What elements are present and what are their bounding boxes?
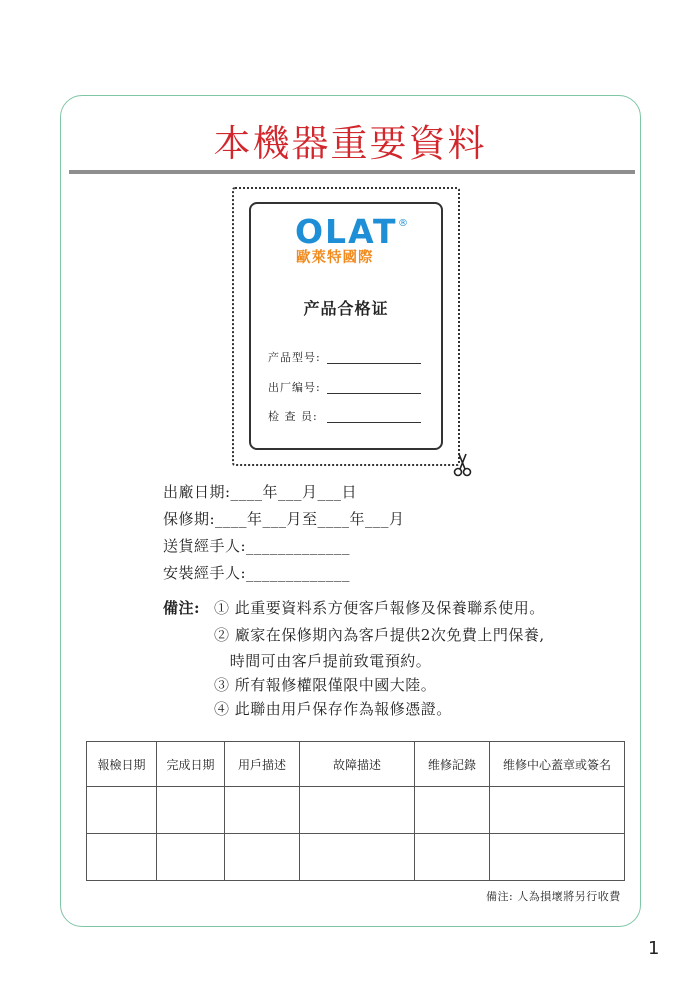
note-item: 時間可由客戶提前致電預約。 (214, 652, 432, 670)
note-item: ④ 此聯由用戶保存作為報修憑證。 (214, 700, 452, 718)
table-cell[interactable] (415, 834, 490, 881)
certificate-heading: 产品合格证 (303, 299, 389, 318)
registered-mark: ® (398, 218, 408, 229)
page-title: 本機器重要資料 (213, 122, 487, 165)
field-inspector: 检 查 员: (268, 410, 318, 423)
table-header-row (87, 742, 625, 787)
table-row (87, 834, 625, 881)
table-cell[interactable] (157, 834, 225, 881)
table-cell[interactable] (300, 787, 415, 834)
table-header-cell: 维修中心蓋章或簽名 (490, 742, 625, 787)
table-cell[interactable] (225, 834, 300, 881)
table-cell[interactable] (157, 787, 225, 834)
table-header-cell: 報檢日期 (87, 742, 157, 787)
field-serial-number: 出厂编号: (268, 381, 321, 394)
table-cell[interactable] (415, 787, 490, 834)
info-installer: 安裝經手人:_____________ (163, 564, 351, 582)
table-cell[interactable] (300, 834, 415, 881)
field-product-model-line[interactable] (327, 363, 421, 364)
field-product-model: 产品型号: (268, 351, 321, 364)
notes-label: 備注: (163, 599, 201, 617)
table-cell[interactable] (87, 834, 157, 881)
table-row (87, 787, 625, 834)
footnote: 備注: 人為損壞將另行收費 (486, 890, 621, 903)
table-header-cell: 维修記錄 (415, 742, 490, 787)
brand-logo: OLAT (295, 212, 398, 251)
field-inspector-line[interactable] (327, 422, 421, 423)
info-manufacture-date: 出廠日期:____年___月___日 (163, 483, 358, 501)
table-header-cell: 完成日期 (157, 742, 225, 787)
field-serial-number-line[interactable] (327, 393, 421, 394)
table-header-cell: 用戶描述 (225, 742, 300, 787)
table-cell[interactable] (490, 834, 625, 881)
scissors-icon (452, 452, 474, 478)
note-item: ② 廠家在保修期內為客戶提供2次免費上門保養, (214, 626, 545, 644)
title-divider (69, 170, 635, 174)
repair-record-table (86, 741, 625, 881)
table-cell[interactable] (225, 787, 300, 834)
table-header-cell: 故障描述 (300, 742, 415, 787)
page-number: 1 (648, 938, 660, 959)
note-item: ① 此重要資料系方便客戶報修及保養聯系使用。 (214, 599, 545, 617)
table-cell[interactable] (490, 787, 625, 834)
info-warranty-period: 保修期:____年___月至____年___月 (163, 510, 405, 528)
note-item: ③ 所有報修權限僅限中國大陸。 (214, 676, 437, 694)
table-cell[interactable] (87, 787, 157, 834)
info-delivery-handler: 送貨經手人:_____________ (163, 537, 351, 555)
brand-logo-chinese: 歐萊特國際 (296, 250, 374, 266)
